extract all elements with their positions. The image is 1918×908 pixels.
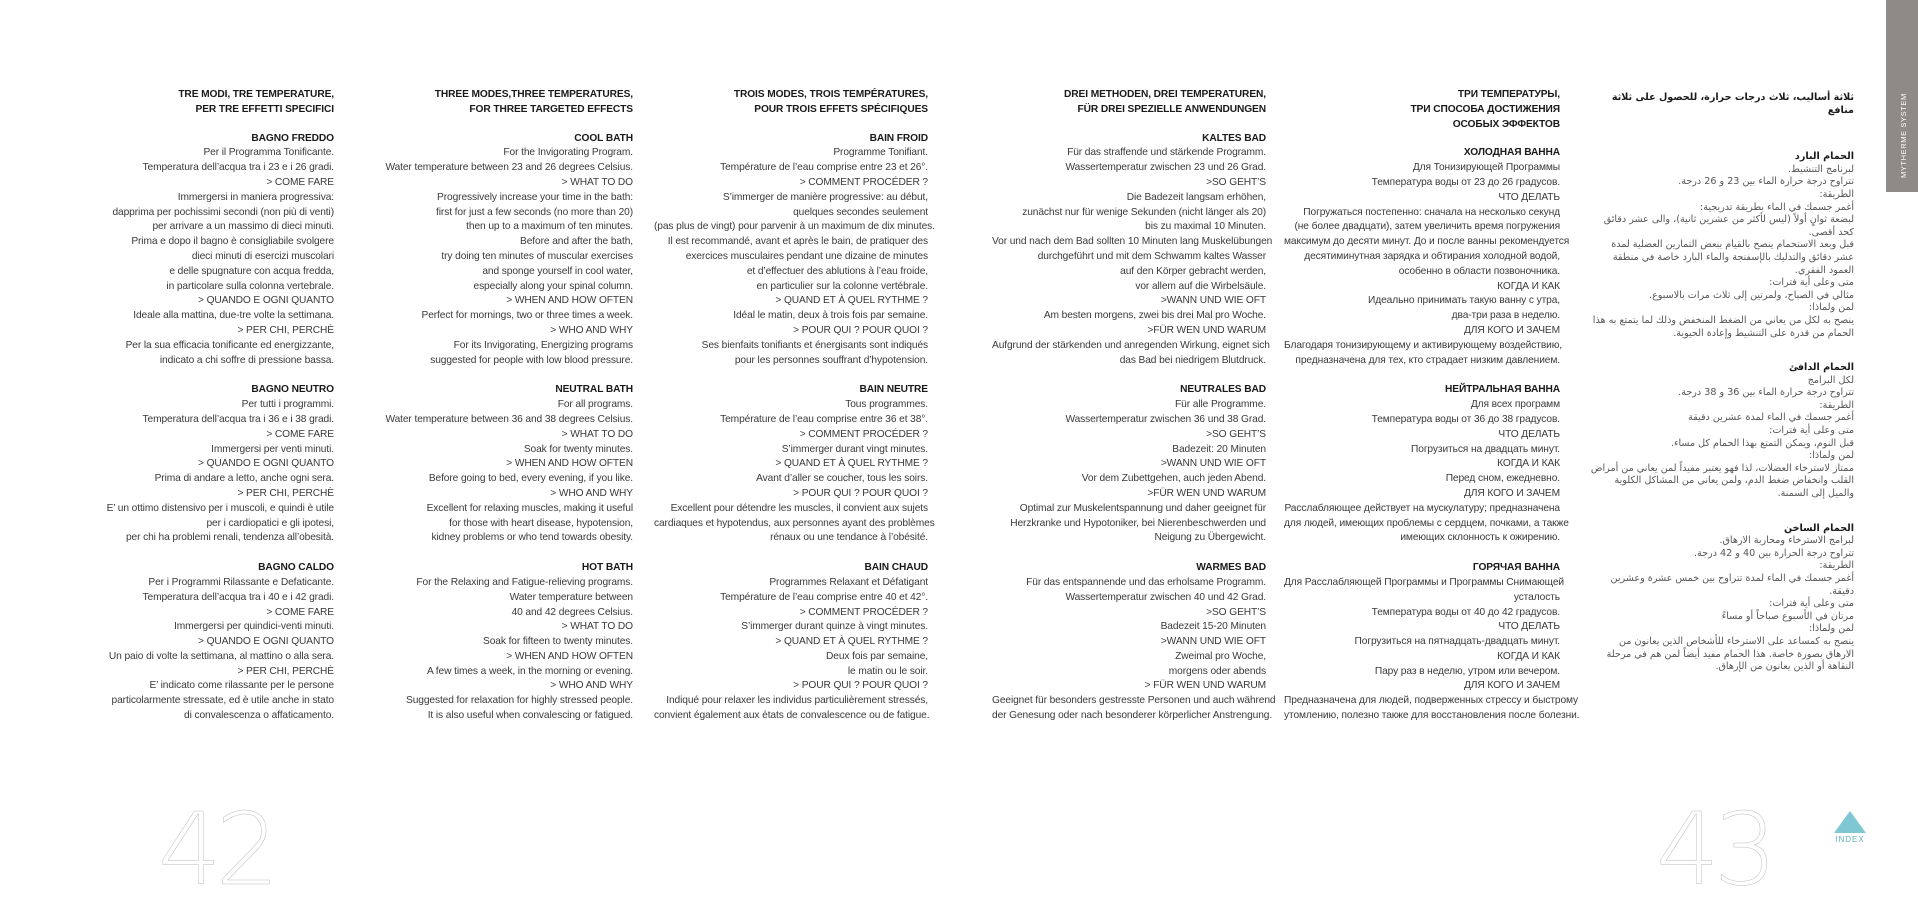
text-line: vor allem auf die Wirbelsäule. [1135,280,1266,292]
section-heading: COOL BATH [574,132,633,144]
section-hot [654,561,928,724]
text-line: For the Invigorating Program. [503,147,633,159]
text-line: > PER CHI, PERCHÈ [237,487,334,499]
text-line: > WHO AND WHY [550,487,633,499]
text-line: zunächst nur für wenige Sekunden (nicht länger als 20) [1022,206,1266,218]
text-line: Température de l’eau comprise entre 40 et 42°. [720,591,928,603]
text-line: قبل وبعد الاستحمام ينصح بالقيام ببعض التمارين العضلية لمدة عشر دقائق والتدليك بالإسفنجة والماء البارد خاصة في منطقة العمود الفقري. [1611,239,1854,276]
text-line: for those with heart disease, hypotension, [449,517,633,529]
text-line: Progressively increase your time in the bath: [437,191,633,203]
column-arabic [1590,92,1854,696]
text-line: Water temperature between 23 and 26 degrees Celsius. [385,162,633,174]
text-line: имеющих склонность к ожирению. [1400,532,1560,544]
text-line: di convalescenza o affaticamento. [184,710,334,722]
page-number-right: 43 [1656,791,1772,908]
section-heading: الحمام الدافئ [1788,362,1854,374]
text-line: ЧТО ДЕЛАТЬ [1498,621,1560,633]
text-line: For its Invigorating, Energizing programs [453,339,633,351]
section-heading: BAIN FROID [869,132,928,144]
section-heading: NEUTRAL BATH [555,384,633,396]
text-line: ЧТО ДЕЛАТЬ [1498,191,1560,203]
text-line: Предназначена для людей, подверженных стрессу и быстрому [1284,695,1579,707]
text-line: > WHAT TO DO [561,176,633,188]
column-title: DREI METHODEN, DREI TEMPERATUREN, FÜR DREI SPEZIELLE ANWENDUNGEN [1064,89,1266,115]
section-hot [1590,523,1854,674]
text-line: It is also useful when convalescing or fatigued. [427,710,633,722]
text-line: متى وعلى أية فترات: [1769,425,1854,437]
section-heading: BAGNO FREDDO [251,132,334,144]
section-heading: HOT BATH [581,562,633,574]
text-line: десятиминутная зарядка и обтирания холодной водой, [1304,250,1560,262]
text-line: Температура воды от 40 до 42 градусов. [1371,606,1560,618]
text-line: Soak for fifteen to twenty minutes. [483,636,633,648]
text-line: Avant d’aller se coucher, tous les soirs. [756,473,928,485]
text-line: Neigung zu Übergewicht. [1154,532,1266,544]
section-heading: KALTES BAD [1202,132,1266,144]
column-german [992,88,1276,739]
section-heading: الحمام البارد [1794,151,1854,163]
section-heading: ГОРЯЧАЯ ВАННА [1472,562,1560,574]
text-line: أغمر جسمك في الماء لمدة تتراوح بين خمس عشرة وعشرين دقيقة. [1610,573,1854,597]
text-line: Ideale alla mattina, due-tre volte la settimana. [133,310,334,322]
text-line: Wassertemperatur zwischen 40 und 42 Grad. [1065,591,1266,603]
text-line: and sponge yourself in cool water, [482,265,633,277]
text-line: Per il Programma Tonificante. [203,147,334,159]
text-line: Vor dem Zubettgehen, auch jeden Abend. [1081,473,1266,485]
text-line: ينصح به لكل من يعاني من الضغط المنخفض وذلك لما يتمتع به هذا الحمام من قدرة على التنشيط وإعادة الحيوية. [1592,314,1854,339]
text-line: > COMMENT PROCÉDER ? [799,428,928,440]
text-line: Il est recommandé, avant et après le bain, de pratiquer des [667,236,928,248]
column-english [378,88,633,739]
side-tab-label: MYTHERME SYSTEM [1899,93,1908,178]
text-line: قبل النوم، ويمكن التمتع بهذا الحمام كل مساء. [1670,437,1854,449]
section-neutral [654,383,935,546]
text-line: > COME FARE [266,176,334,188]
text-line: A few times a week, in the morning or evening. [426,665,633,677]
text-line: >WANN UND WIE OFT [1160,458,1266,470]
text-line: لبرامج الاسترخاء ومحاربة الارهاق. [1719,535,1854,547]
text-line: Programmes Relaxant et Défatigant [769,576,928,588]
text-line: suggested for people with low blood pressure. [430,354,633,366]
text-line: > POUR QUI ? POUR QUOI ? [793,680,928,692]
text-line: Water temperature between 36 and 38 degrees Celsius. [385,413,633,425]
text-line: rénaux ou une tendance à l’obésité. [770,532,928,544]
text-line: pour les personnes souffrant d’hypotension. [734,354,928,366]
section-heading: الحمام الساخن [1783,522,1854,534]
text-line: ДЛЯ КОГО И ЗАЧЕМ [1464,487,1560,499]
text-line: > WHEN AND HOW OFTEN [506,295,633,307]
text-line: ممتاز لاسترخاء العضلات، لذا فهو يعتبر مفيداً لمن يعاني من أمراض القلب وانخفاض ضغط الدم، ولمن يعاني من المشاكل الكلوية والميل إلى السمنة. [1590,462,1854,500]
text-line: Zweimal pro Woche, [1175,650,1266,662]
text-line: durchgeführt und mit dem Schwamm kaltes Wasser [1037,250,1266,262]
text-line: particolarmente stressate, ed è utile anche in stato [111,695,334,707]
side-tab[interactable] [1886,0,1918,192]
text-line: > QUAND ET À QUEL RYTHME ? [775,295,928,307]
text-line: Wassertemperatur zwischen 23 und 26 Grad. [1065,162,1266,174]
text-line: Для Тонизирующей Программы [1412,162,1560,174]
text-line: Пару раз в неделю, утром или вечером. [1374,665,1560,677]
text-line: Excellent pour détendre les muscles, il convient aux sujets [670,502,928,514]
section-cold [654,132,935,369]
text-line: Soak for twenty minutes. [523,443,633,455]
text-line: especially along your spinal column. [473,280,633,292]
text-line: > QUANDO E OGNI QUANTO [197,458,334,470]
text-line: مرتان في الأسبوع صباحاً أو مساءً [1721,610,1854,622]
text-line: > FÜR WEN UND WARUM [1144,680,1266,692]
text-line: تتراوح درجة حرارة الماء بين 36 و 38 درجة. [1678,387,1854,399]
text-line: et d’effectuer des ablutions à l’eau froide, [746,265,928,277]
text-line: Badezeit: 20 Minuten [1172,443,1266,455]
text-line: КОГДА И КАК [1497,280,1560,292]
page-number-left: 42 [158,791,274,908]
section-neutral [992,383,1266,546]
text-line: предназначена для тех, кто страдает низким давлением. [1295,354,1560,366]
text-line: Température de l’eau comprise entre 23 et 26°. [720,162,928,174]
text-line: > QUANDO E OGNI QUANTO [197,636,334,648]
text-line: le matin ou le soir. [847,665,928,677]
text-line: das Bad bei niedrigem Blutdruck. [1119,354,1266,366]
text-line: Am besten morgens, zwei bis drei Mal pro Woche. [1043,310,1266,322]
text-line: 40 and 42 degrees Celsius. [511,606,633,618]
text-line: Before and after the bath, [520,236,633,248]
text-line: Tous programmes. [845,399,928,411]
section-heading: НЕЙТРАЛЬНАЯ ВАННА [1445,384,1560,396]
index-label: INDEX [1835,835,1865,844]
text-line: Перед сном, ежедневно. [1445,473,1560,485]
text-line: Погрузиться на двадцать минут. [1411,443,1560,455]
text-line: Water temperature between [509,591,633,603]
text-line: E’ indicato come rilassante per le persone [149,680,334,692]
text-line: Для Расслабляющей Программы и Программы Снимающей [1284,576,1564,588]
text-line: أغمر جسمك في الماء بطريقة تدريجية: [1699,201,1854,213]
text-line: then up to a maximum of ten minutes. [466,221,633,233]
text-line: Suggested for relaxation for highly stressed people. [406,695,633,707]
text-line: متى وعلى أية فترات: [1769,598,1854,610]
text-line: per chi ha problemi renali, tendenza all’obesità. [125,532,334,544]
text-line: Благодаря тонизирующему и активирующему воздействию, [1284,339,1562,351]
triangle-up-icon [1834,811,1866,833]
section-hot [96,561,334,724]
text-line: S’immerger durant vingt minutes. [781,443,928,455]
text-line: > COME FARE [266,606,334,618]
text-line: Immergersi per venti minuti. [211,443,334,455]
text-line: لكل البرامج [1807,374,1854,386]
text-line: E’ un ottimo distensivo per i muscoli, e quindi è utile [106,502,334,514]
column-french [654,88,935,739]
text-line: Before going to bed, every evening, if you like. [428,473,633,485]
text-line: ДЛЯ КОГО И ЗАЧЕМ [1464,324,1560,336]
section-hot [378,561,633,724]
text-line: ДЛЯ КОГО И ЗАЧЕМ [1464,680,1560,692]
section-heading: BAGNO CALDO [258,562,334,574]
section-heading: ХОЛОДНАЯ ВАННА [1463,147,1560,159]
text-line: Badezeit 15-20 Minuten [1160,621,1266,633]
text-line: Temperatura dell’acqua tra i 36 e i 38 gradi. [142,413,334,425]
text-line: >FÜR WEN UND WARUM [1147,487,1266,499]
text-line: > COMMENT PROCÉDER ? [799,176,928,188]
text-line: >WANN UND WIE OFT [1160,636,1266,648]
column-russian [1284,88,1580,739]
text-line: (не более двадцати), затем увеличить время погружения [1294,221,1560,233]
section-neutral [1590,362,1854,501]
text-line: Für das entspannende und das erholsame Programm. [1026,576,1266,588]
text-line: try doing ten minutes of muscular exercises [441,250,633,262]
text-line: Per tutti i programmi. [241,399,334,411]
text-line: Immergersi per quindici-venti minuti. [174,621,334,633]
text-line: Idéal le matin, deux à trois fois par semaine. [733,310,928,322]
text-line: Geeignet für besonders gestresste Personen und auch während [992,695,1276,707]
text-line: quelques secondes seulement [793,206,928,218]
text-line: > PER CHI, PERCHÈ [237,665,334,677]
text-line: الطريقة: [1819,560,1854,572]
column-title: TROIS MODES, TROIS TEMPÉRATURES, POUR TROIS EFFETS SPÉCIFIQUES [733,89,928,115]
text-line: Optimal zur Muskelentspannung und daher geeignet für [1019,502,1266,514]
text-line: > QUANDO E OGNI QUANTO [197,295,334,307]
text-line: > WHO AND WHY [550,324,633,336]
text-line: أغمر جسمك في الماء لمدة عشرين دقيقة [1688,412,1854,424]
text-line: Per la sua efficacia tonificante ed energizzante, [125,339,334,351]
section-neutral [378,383,633,546]
text-line: morgens oder abends [1168,665,1266,677]
text-line: dieci minuti di esercizi muscolari [191,250,334,262]
section-cold [992,132,1273,369]
text-line: для людей, имеющих проблемы с сердцем, почками, а также [1284,517,1569,529]
section-hot [992,561,1276,724]
text-line: der Genesung oder nach besonderer körperlicher Anstrengung. [992,710,1273,722]
text-line: الطريقة: [1819,188,1854,200]
text-line: Aufgrund der stärkenden und anregenden Wirkung, eignet sich [992,339,1270,351]
text-line: e delle spugnature con acqua fredda, [169,265,334,277]
text-line: > POUR QUI ? POUR QUOI ? [793,324,928,336]
text-line: > QUAND ET À QUEL RYTHME ? [775,636,928,648]
section-cold [1284,146,1570,368]
text-line: утомлению, полезно также для восстановления после болезни. [1284,710,1580,722]
text-line: Temperatura dell’acqua tra i 40 e i 42 gradi. [142,591,334,603]
text-line: максимум до десяти минут. До и после ванны рекомендуется [1284,236,1570,248]
column-title: ТРИ ТЕМПЕРАТУРЫ, ТРИ СПОСОБА ДОСТИЖЕНИЯ ОСОБЫХ ЭФФЕКТОВ [1410,89,1560,130]
text-line: Per i Programmi Rilassante e Defaticante. [148,576,334,588]
text-line: Excellent for relaxing muscles, making it useful [426,502,633,514]
text-line: dapprima per pochissimi secondi (non più di venti) [112,206,334,218]
text-line: Погрузиться на пятнадцать-двадцать минут. [1354,636,1560,648]
text-line: > COMMENT PROCÉDER ? [799,606,928,618]
text-line: Для всех программ [1470,399,1560,411]
text-line: > QUAND ET À QUEL RYTHME ? [775,458,928,470]
text-line: لبضعة ثوانٍ أولاً (ليس لأكثر من عشرين ثانية)، والى عشر دقائق كحد أقصى. [1603,214,1854,238]
text-line: Perfect for mornings, two or three times a week. [421,310,633,322]
text-line: Температура воды от 23 до 26 градусов. [1371,176,1560,188]
index-button[interactable] [1828,811,1872,844]
text-line: per i cardiopatici e gli ipotesi, [206,517,334,529]
text-line: Deux fois par semaine, [826,650,928,662]
text-line: Indiqué pour relaxer les individus particulièrement stressés, [666,695,928,707]
text-line: ЧТО ДЕЛАТЬ [1498,428,1560,440]
text-line: Vor und nach dem Bad sollten 10 Minuten lang Muskelübungen [992,236,1273,248]
text-line: Temperatura dell’acqua tra i 23 e i 26 gradi. [142,162,334,174]
text-line: > PER CHI, PERCHÈ [237,324,334,336]
text-line: For all programs. [557,399,633,411]
text-line: > WHEN AND HOW OFTEN [506,458,633,470]
column-italian [96,88,334,739]
text-line: > WHAT TO DO [561,428,633,440]
text-line: Herzkranke und Hypotoniker, bei Nierenbeschwerden und [1010,517,1266,529]
section-cold [1590,151,1854,340]
text-line: exercices musculaires pendant une dizaine de minutes [685,250,928,262]
text-line: لمن ولماذا: [1808,450,1854,462]
text-line: >SO GEHT’S [1206,606,1266,618]
section-neutral [96,383,334,546]
text-line: الطريقة: [1819,399,1854,411]
text-line: > WHEN AND HOW OFTEN [506,650,633,662]
section-neutral [1284,383,1569,546]
text-line: en particulier sur la colonne vertébrale. [756,280,928,292]
text-line: bis zu maximal 10 Minuten. [1145,221,1266,233]
column-title: THREE MODES,THREE TEMPERATURES, FOR THREE TARGETED EFFECTS [434,89,633,115]
text-line: kidney problems or who tend towards obesity. [431,532,633,544]
text-line: Температура воды от 36 до 38 градусов. [1371,413,1560,425]
text-line: Température de l’eau comprise entre 36 et 38°. [720,413,928,425]
text-line: cardiaques et hypotendus, aux personnes ayant des problèmes [654,517,935,529]
text-line: Идеально принимать такую ванну с утра, [1368,295,1560,307]
section-heading: BAIN CHAUD [864,562,928,574]
text-line: لبرنامج التنشيط. [1787,163,1854,175]
text-line: S’immerger de manière progressive: au début, [722,191,928,203]
text-line: > WHAT TO DO [561,621,633,633]
text-line: Prima di andare a letto, anche ogni sera. [154,473,334,485]
text-line: Die Badezeit langsam erhöhen, [1126,191,1266,203]
text-line: auf den Körper gebracht werden, [1120,265,1266,277]
text-line: per arrivare a un massimo di dieci minuti. [152,221,334,233]
text-line: два-три раза в неделю. [1451,310,1560,322]
text-line: Ses bienfaits tonifiants et énergisants sont indiqués [701,339,928,351]
text-line: Für alle Programme. [1175,399,1266,411]
text-line: متى وعلى أية فترات: [1769,277,1854,289]
section-cold [96,132,334,369]
text-line: مثالي في الصباح، ولمرتين إلى ثلاث مرات بالاسبوع. [1649,289,1854,301]
section-heading: BAGNO NEUTRO [251,384,334,396]
text-line: in particolare sulla colonna vertebrale. [166,280,334,292]
section-heading: BAIN NEUTRE [859,384,928,396]
text-line: > POUR QUI ? POUR QUOI ? [793,487,928,499]
text-line: > WHO AND WHY [550,680,633,692]
text-line: >WANN UND WIE OFT [1160,295,1266,307]
text-line: КОГДА И КАК [1497,458,1560,470]
section-hot [1284,561,1580,724]
text-line: усталость [1513,591,1560,603]
text-line: تتراوح درجة حرارة الماء بين 23 و 26 درجة. [1678,176,1854,188]
text-line: S’immerger durant quinze à vingt minutes. [741,621,928,633]
text-line: особенно в области позвоночника. [1398,265,1560,277]
text-line: لمن ولماذا: [1808,623,1854,635]
section-cold [378,132,633,369]
text-line: >SO GEHT’S [1206,176,1266,188]
text-line: Погружаться постепенно: сначала на несколько секунд [1303,206,1560,218]
text-line: Programme Tonifiant. [833,147,928,159]
text-line: لمن ولماذا: [1808,302,1854,314]
text-line: Prima e dopo il bagno è consigliabile svolgere [131,236,334,248]
text-line: convient également aux états de convalescence ou de fatigue. [654,710,930,722]
section-heading: NEUTRALES BAD [1180,384,1266,396]
text-line: تتراوح درجة الحرارة بين 40 و 42 درجة. [1693,547,1854,559]
text-line: > COME FARE [266,428,334,440]
text-line: ينصح به كمساعد على الاسترخاء للأشخاص الذين يعانون من الارهاق بصورة خاصة. هذا الحمام مفيد أيضاً لمن هم في مرحلة النقاهة أو الذين يعانون من الإرهاق. [1606,635,1854,673]
text-line: >FÜR WEN UND WARUM [1147,324,1266,336]
text-line: For the Relaxing and Fatigue-relieving programs. [416,576,633,588]
text-line: Immergersi in maniera progressiva: [177,191,334,203]
column-title: ثلاثة أساليب، ثلاث درجات حرارة، للحصول على ثلاثة منافع [1611,92,1854,116]
text-line: КОГДА И КАК [1497,650,1560,662]
text-line: Un paio di volte la settimana, al mattino o alla sera. [108,650,334,662]
text-line: (pas plus de vingt) pour parvenir à un maximum de dix minutes. [654,221,935,233]
text-line: Für das straffende und stärkende Programm. [1067,147,1266,159]
section-heading: WARMES BAD [1196,562,1266,574]
text-line: Wassertemperatur zwischen 36 und 38 Grad. [1065,413,1266,425]
text-line: Расслабляющее действует на мускулатуру; предназначена [1284,502,1560,514]
column-title: TRE MODI, TRE TEMPERATURE, PER TRE EFFETTI SPECIFICI [178,89,334,115]
text-line: first for just a few seconds (no more than 20) [436,206,633,218]
text-line: indicato a chi soffre di pressione bassa. [159,354,334,366]
text-line: >SO GEHT’S [1206,428,1266,440]
